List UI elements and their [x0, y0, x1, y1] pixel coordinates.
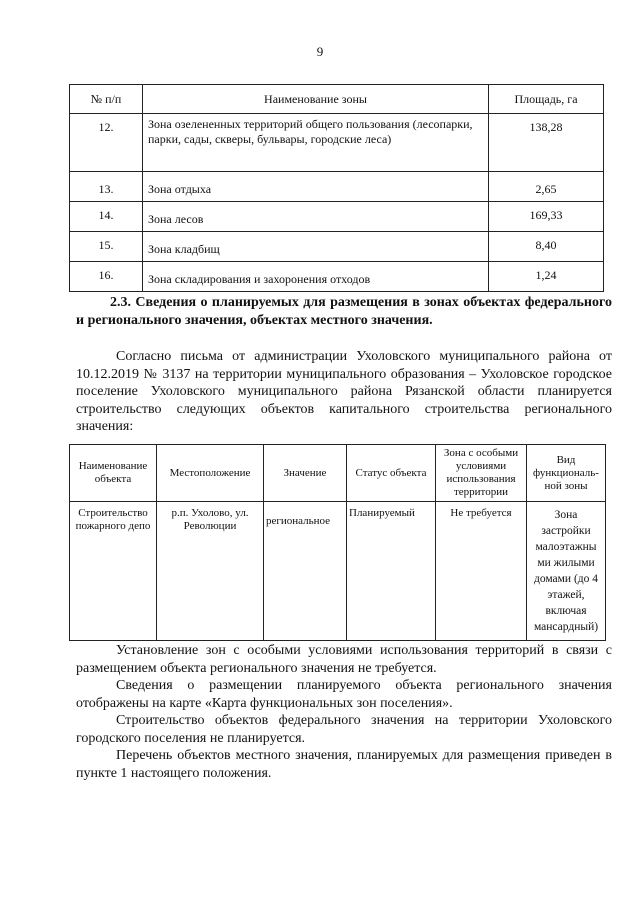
object-zone-type: Зона застройки малоэтажны ми жилыми домами (до 4 этажей, включая мансардный): [527, 502, 606, 641]
table-row: [70, 202, 604, 232]
row-zone-name: Зона складирования и захоронения отходов: [143, 262, 489, 292]
header-area: Площадь, га: [489, 85, 604, 114]
section-number: 2.3.: [110, 295, 131, 310]
row-area: 138,28: [489, 114, 604, 172]
object-status: Планируемый: [347, 502, 436, 641]
row-area: 1,24: [489, 262, 604, 292]
table-row: [70, 502, 606, 641]
zone-area-table: [69, 84, 604, 292]
row-number: 15.: [70, 232, 143, 262]
intro-paragraph: Согласно письма от администрации Ухоловского муниципального района от 10.12.2019 № 3137 на территории муниципального образования – Ухоловское городское поселение Ухоловского муниципального района Рязанской области планируется строительство следующих объектов капитального строительства регионального значения:: [76, 349, 612, 434]
header-zone-name: Наименование зоны: [143, 85, 489, 114]
table-header-row: [70, 85, 604, 114]
row-zone-name: Зона кладбищ: [143, 232, 489, 262]
table-header-row: [70, 445, 606, 502]
row-number: 12.: [70, 114, 143, 172]
table-row: [70, 262, 604, 292]
row-number: 16.: [70, 262, 143, 292]
table-row: [70, 232, 604, 262]
header-special-zone: Зона с особыми условиями использования территории: [436, 445, 527, 502]
page-number: 9: [316, 44, 324, 59]
header-location: Местоположение: [157, 445, 264, 502]
table-row: [70, 172, 604, 202]
row-number: 14.: [70, 202, 143, 232]
header-zone-type: Вид функциональ-ной зоны: [527, 445, 606, 502]
planned-objects-table: [69, 444, 606, 641]
paragraph: Сведения о размещении планируемого объекта регионального значения отображены на карте «Карта функциональных зон поселения».: [76, 678, 612, 711]
row-number: 13.: [70, 172, 143, 202]
object-special-zone: Не требуется: [436, 502, 527, 641]
row-area: 169,33: [489, 202, 604, 232]
table-row: [70, 114, 604, 172]
object-name: Строительство пожарного депо: [70, 502, 157, 641]
row-zone-name: Зона отдыха: [143, 172, 489, 202]
header-significance: Значение: [264, 445, 347, 502]
section-title: Сведения о планируемых для размещения в зонах объектах федерального и регионального значения, объектах местного значения.: [76, 295, 613, 328]
paragraph: Установление зон с особыми условиями использования территорий в связи с размещением объекта регионального значения не требуется.: [76, 643, 612, 676]
paragraph: Строительство объектов федерального значения на территории Ухоловского городского поселения не планируется.: [76, 713, 612, 746]
row-area: 8,40: [489, 232, 604, 262]
row-area: 2,65: [489, 172, 604, 202]
object-location: р.п. Ухолово, ул. Революции: [157, 502, 264, 641]
object-significance: региональное: [264, 502, 347, 641]
row-zone-name: Зона озелененных территорий общего пользования (лесопарки, парки, сады, скверы, бульвары, городские леса): [143, 114, 489, 172]
header-status: Статус объекта: [347, 445, 436, 502]
section-heading: [76, 294, 612, 330]
row-zone-name: Зона лесов: [143, 202, 489, 232]
header-number: № п/п: [70, 85, 143, 114]
paragraph: Перечень объектов местного значения, планируемых для размещения приведен в пункте 1 настоящего положения.: [76, 748, 612, 781]
header-object-name: Наименование объекта: [70, 445, 157, 502]
